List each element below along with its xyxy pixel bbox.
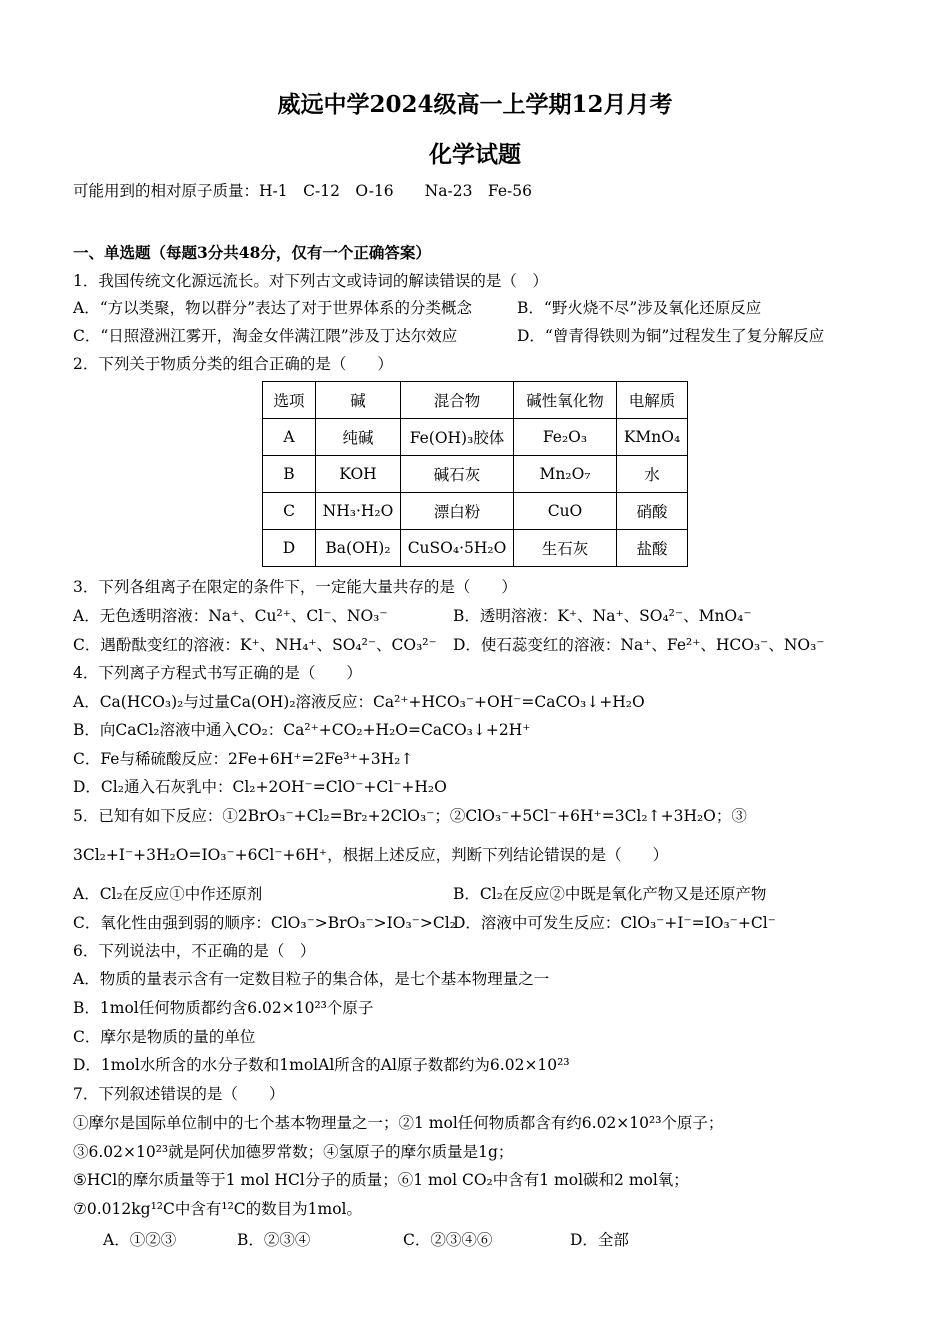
q3-option-a: A．无色透明溶液：Na⁺、Cu²⁺、Cl⁻、NO₃⁻ <box>73 607 388 625</box>
table-cell: C <box>263 493 316 530</box>
q4-option-b: B．向CaCl₂溶液中通入CO₂：Ca²⁺+CO₂+H₂O=CaCO₃↓+2H⁺ <box>73 721 531 739</box>
q5-stem-line2: 3Cl₂+I⁻+3H₂O=IO₃⁻+6Cl⁻+6H⁺，根据上述反应，判断下列结论错误的是（ ） <box>73 846 669 864</box>
table-header-cell: 混合物 <box>401 382 514 419</box>
q5-option-b: B．Cl₂在反应②中既是氧化产物又是还原产物 <box>453 885 767 903</box>
atomic-mass-note: 可能用到的相对原子质量：H-1 C-12 O-16 Na-23 Fe-56 <box>73 182 532 200</box>
q1-stem: 1．我国传统文化源远流长。对下列古文或诗词的解读错误的是（ ） <box>73 272 548 290</box>
table-cell: 漂白粉 <box>401 493 514 530</box>
q5-option-d: D．溶液中可发生反应：ClO₃⁻+I⁻=IO₃⁻+Cl⁻ <box>453 914 776 932</box>
table-row <box>263 493 688 530</box>
table-cell: D <box>263 530 316 567</box>
q4-option-d: D．Cl₂通入石灰乳中：Cl₂+2OH⁻=ClO⁻+Cl⁻+H₂O <box>73 778 447 796</box>
q4-option-a: A．Ca(HCO₃)₂与过量Ca(OH)₂溶液反应：Ca²⁺+HCO₃⁻+OH⁻=CaCO₃↓+H₂O <box>73 693 645 711</box>
q1-option-b: B．“野火烧不尽”涉及氧化还原反应 <box>517 299 762 317</box>
table-cell: KOH <box>316 456 401 493</box>
q3-stem: 3．下列各组离子在限定的条件下，一定能大量共存的是（ ） <box>73 578 517 596</box>
table-cell: A <box>263 419 316 456</box>
q5-option-c: C．氧化性由强到弱的顺序：ClO₃⁻>BrO₃⁻>IO₃⁻>Cl₂ <box>73 914 456 932</box>
table-cell: CuSO₄·5H₂O <box>401 530 514 567</box>
q3-option-c: C．遇酚酞变红的溶液：K⁺、NH₄⁺、SO₄²⁻、CO₃²⁻ <box>73 636 437 654</box>
q5-stem-line1: 5．已知有如下反应：①2BrO₃⁻+Cl₂=Br₂+2ClO₃⁻；②ClO₃⁻+5Cl⁻+6H⁺=3Cl₂↑+3H₂O；③ <box>73 807 747 825</box>
classification-table <box>262 381 688 567</box>
table-row <box>263 456 688 493</box>
q4-stem: 4．下列离子方程式书写正确的是（ ） <box>73 664 362 682</box>
q1-option-a: A．“方以类聚，物以群分”表达了对于世界体系的分类概念 <box>73 299 473 317</box>
q7-statement-line: ⑤HCl的摩尔质量等于1 mol HCl分子的质量；⑥1 mol CO₂中含有1 mol碳和2 mol氧； <box>73 1171 689 1189</box>
q7-stem: 7．下列叙述错误的是（ ） <box>73 1085 285 1103</box>
q6-stem: 6．下列说法中，不正确的是（ ） <box>73 942 316 960</box>
q6-option-a: A．物质的量表示含有一定数目粒子的集合体，是七个基本物理量之一 <box>73 970 550 988</box>
table-cell: CuO <box>514 493 617 530</box>
table-cell: Fe(OH)₃胶体 <box>401 419 514 456</box>
table-row <box>263 419 688 456</box>
q5-option-a: A．Cl₂在反应①中作还原剂 <box>73 885 263 903</box>
table-cell: 水 <box>617 456 688 493</box>
q7-option-c: C．②③④⑥ <box>403 1231 493 1249</box>
q3-option-b: B．透明溶液：K⁺、Na⁺、SO₄²⁻、MnO₄⁻ <box>453 607 752 625</box>
table-cell: 硝酸 <box>617 493 688 530</box>
q7-statement-line: ①摩尔是国际单位制中的七个基本物理量之一；②1 mol任何物质都含有约6.02×10²³个原子； <box>73 1114 724 1132</box>
exam-title: 威远中学2024级高一上学期12月月考 <box>277 91 673 118</box>
q7-statement-line: ③6.02×10²³就是阿伏加德罗常数；④氢原子的摩尔质量是1g； <box>73 1143 514 1161</box>
q2-stem: 2．下列关于物质分类的组合正确的是（ ） <box>73 355 393 373</box>
section-heading: 一、单选题（每题3分共48分，仅有一个正确答案） <box>73 243 431 262</box>
q6-option-b: B．1mol任何物质都约含6.02×10²³个原子 <box>73 999 374 1017</box>
q6-option-d: D．1mol水所含的水分子数和1molAl所含的Al原子数都约为6.02×10²³ <box>73 1056 570 1074</box>
table-cell: Mn₂O₇ <box>514 456 617 493</box>
table-cell: KMnO₄ <box>617 419 688 456</box>
q1-option-d: D．“曾青得铁则为铜”过程发生了复分解反应 <box>517 327 825 345</box>
table-cell: Ba(OH)₂ <box>316 530 401 567</box>
q3-option-d: D．使石蕊变红的溶液：Na⁺、Fe²⁺、HCO₃⁻、NO₃⁻ <box>453 636 825 654</box>
table-row <box>263 530 688 567</box>
q7-option-b: B．②③④ <box>237 1231 311 1249</box>
table-cell: 盐酸 <box>617 530 688 567</box>
table-header-cell: 碱 <box>316 382 401 419</box>
table-header-cell: 选项 <box>263 382 316 419</box>
exam-subtitle: 化学试题 <box>429 141 521 168</box>
q7-statement-line: ⑦0.012kg¹²C中含有¹²C的数目为1mol。 <box>73 1200 363 1218</box>
table-cell: NH₃·H₂O <box>316 493 401 530</box>
table-header-cell: 碱性氧化物 <box>514 382 617 419</box>
table-cell: 生石灰 <box>514 530 617 567</box>
q6-option-c: C．摩尔是物质的量的单位 <box>73 1028 256 1046</box>
table-cell: Fe₂O₃ <box>514 419 617 456</box>
table-cell: 纯碱 <box>316 419 401 456</box>
q7-option-d: D．全部 <box>570 1231 629 1249</box>
q7-option-a: A．①②③ <box>103 1231 177 1249</box>
table-header-row <box>263 382 688 419</box>
q4-option-c: C．Fe与稀硫酸反应：2Fe+6H⁺=2Fe³⁺+3H₂↑ <box>73 750 414 768</box>
table-cell: B <box>263 456 316 493</box>
table-header-cell: 电解质 <box>617 382 688 419</box>
q1-option-c: C．“日照澄洲江雾开，淘金女伴满江隈”涉及丁达尔效应 <box>73 327 458 345</box>
table-cell: 碱石灰 <box>401 456 514 493</box>
